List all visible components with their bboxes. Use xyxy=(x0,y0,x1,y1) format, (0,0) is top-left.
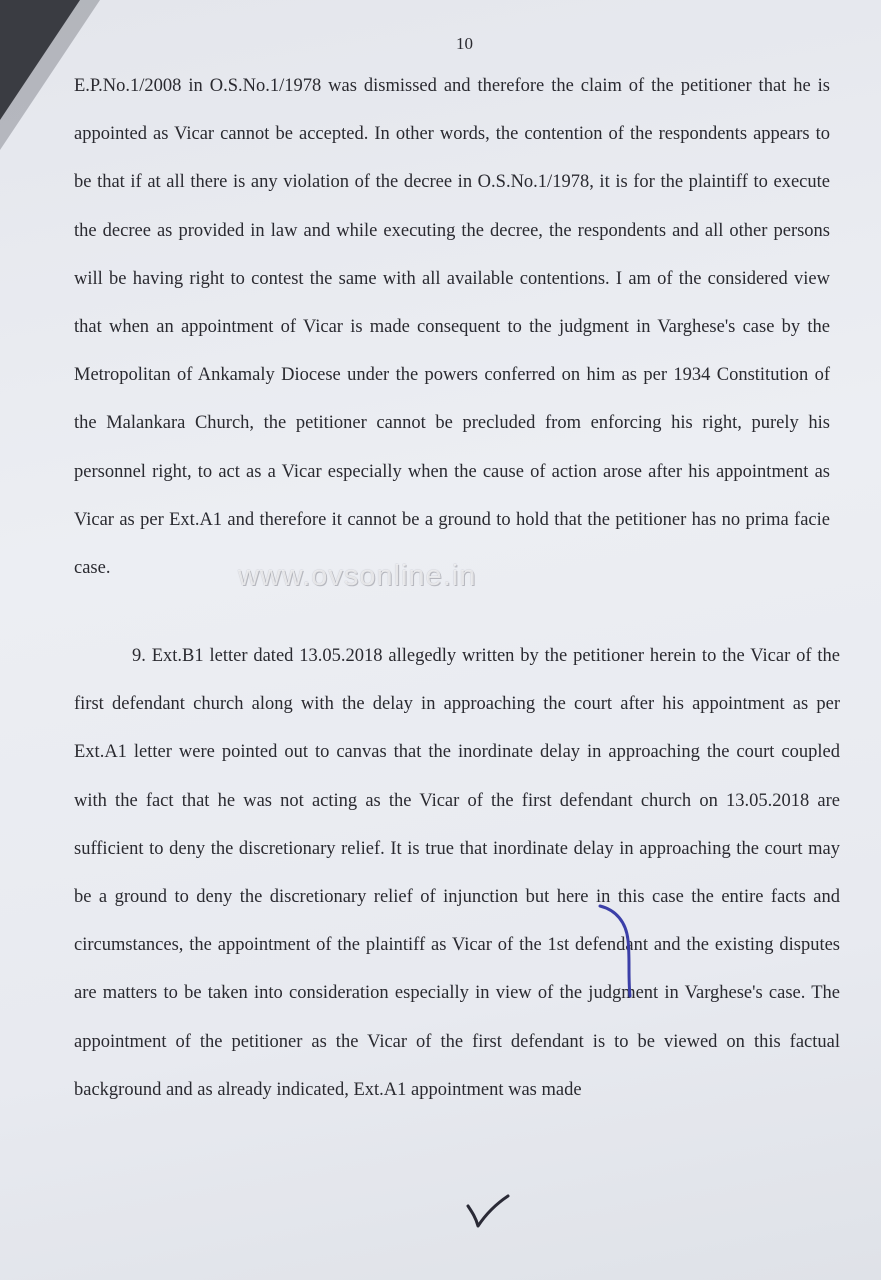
page-corner-fold xyxy=(0,0,80,120)
tick-mark-icon xyxy=(462,1192,512,1232)
paragraph-continued xyxy=(74,62,830,592)
watermark: www.ovsonline.in xyxy=(238,560,477,592)
paragraph-text: E.P.No.1/2008 in O.S.No.1/1978 was dismissed and therefore the claim of the petitioner that he is appointed as Vicar cannot be accepted. In other words, the contention of the respondents appears to be that if at all there is any violation of the decree in O.S.No.1/1978, it is for the plaintiff to execute the decree as provided in law and while executing the decree, the respondents and all other persons will be having right to contest the same with all available contentions. I am of the considered view that when an appointment of Vicar is made consequent to the judgment in Varghese's case by the Metropolitan of Ankamaly Diocese under the powers conferred on him as per 1934 Constitution of the Malankara Church, the petitioner cannot be precluded from enforcing his right, purely his personnel right, to act as a Vicar especially when the cause of action arose after his appointment as Vicar as per Ext.A1 and therefore it cannot be a ground to hold that the petitioner has no prima facie case. xyxy=(74,76,830,579)
paragraph-text: 9. Ext.B1 letter dated 13.05.2018 allegedly written by the petitioner herein to the Vicar of the first defendant church along with the delay in approaching the court after his appointment as per Ext.A1 letter were pointed out to canvas that the inordinate delay in approaching the court coupled with the fact that he was not acting as the Vicar of the first defendant church on 13.05.2018 are sufficient to deny the discretionary relief. It is true that inordinate delay in approaching the court may be a ground to deny the discretionary relief of injunction but here in this case the entire facts and circumstances, the appointment of the plaintiff as Vicar of the 1st defendant and the existing disputes are matters to be taken into consideration especially in view of the judgment in Varghese's case. The appointment of the petitioner as the Vicar of the first defendant is to be viewed on this factual background and as already indicated, Ext.A1 appointment was made xyxy=(74,646,840,1100)
paragraph-9 xyxy=(74,632,840,1114)
page-number: 10 xyxy=(456,34,473,53)
pen-ink-mark xyxy=(592,900,652,1010)
